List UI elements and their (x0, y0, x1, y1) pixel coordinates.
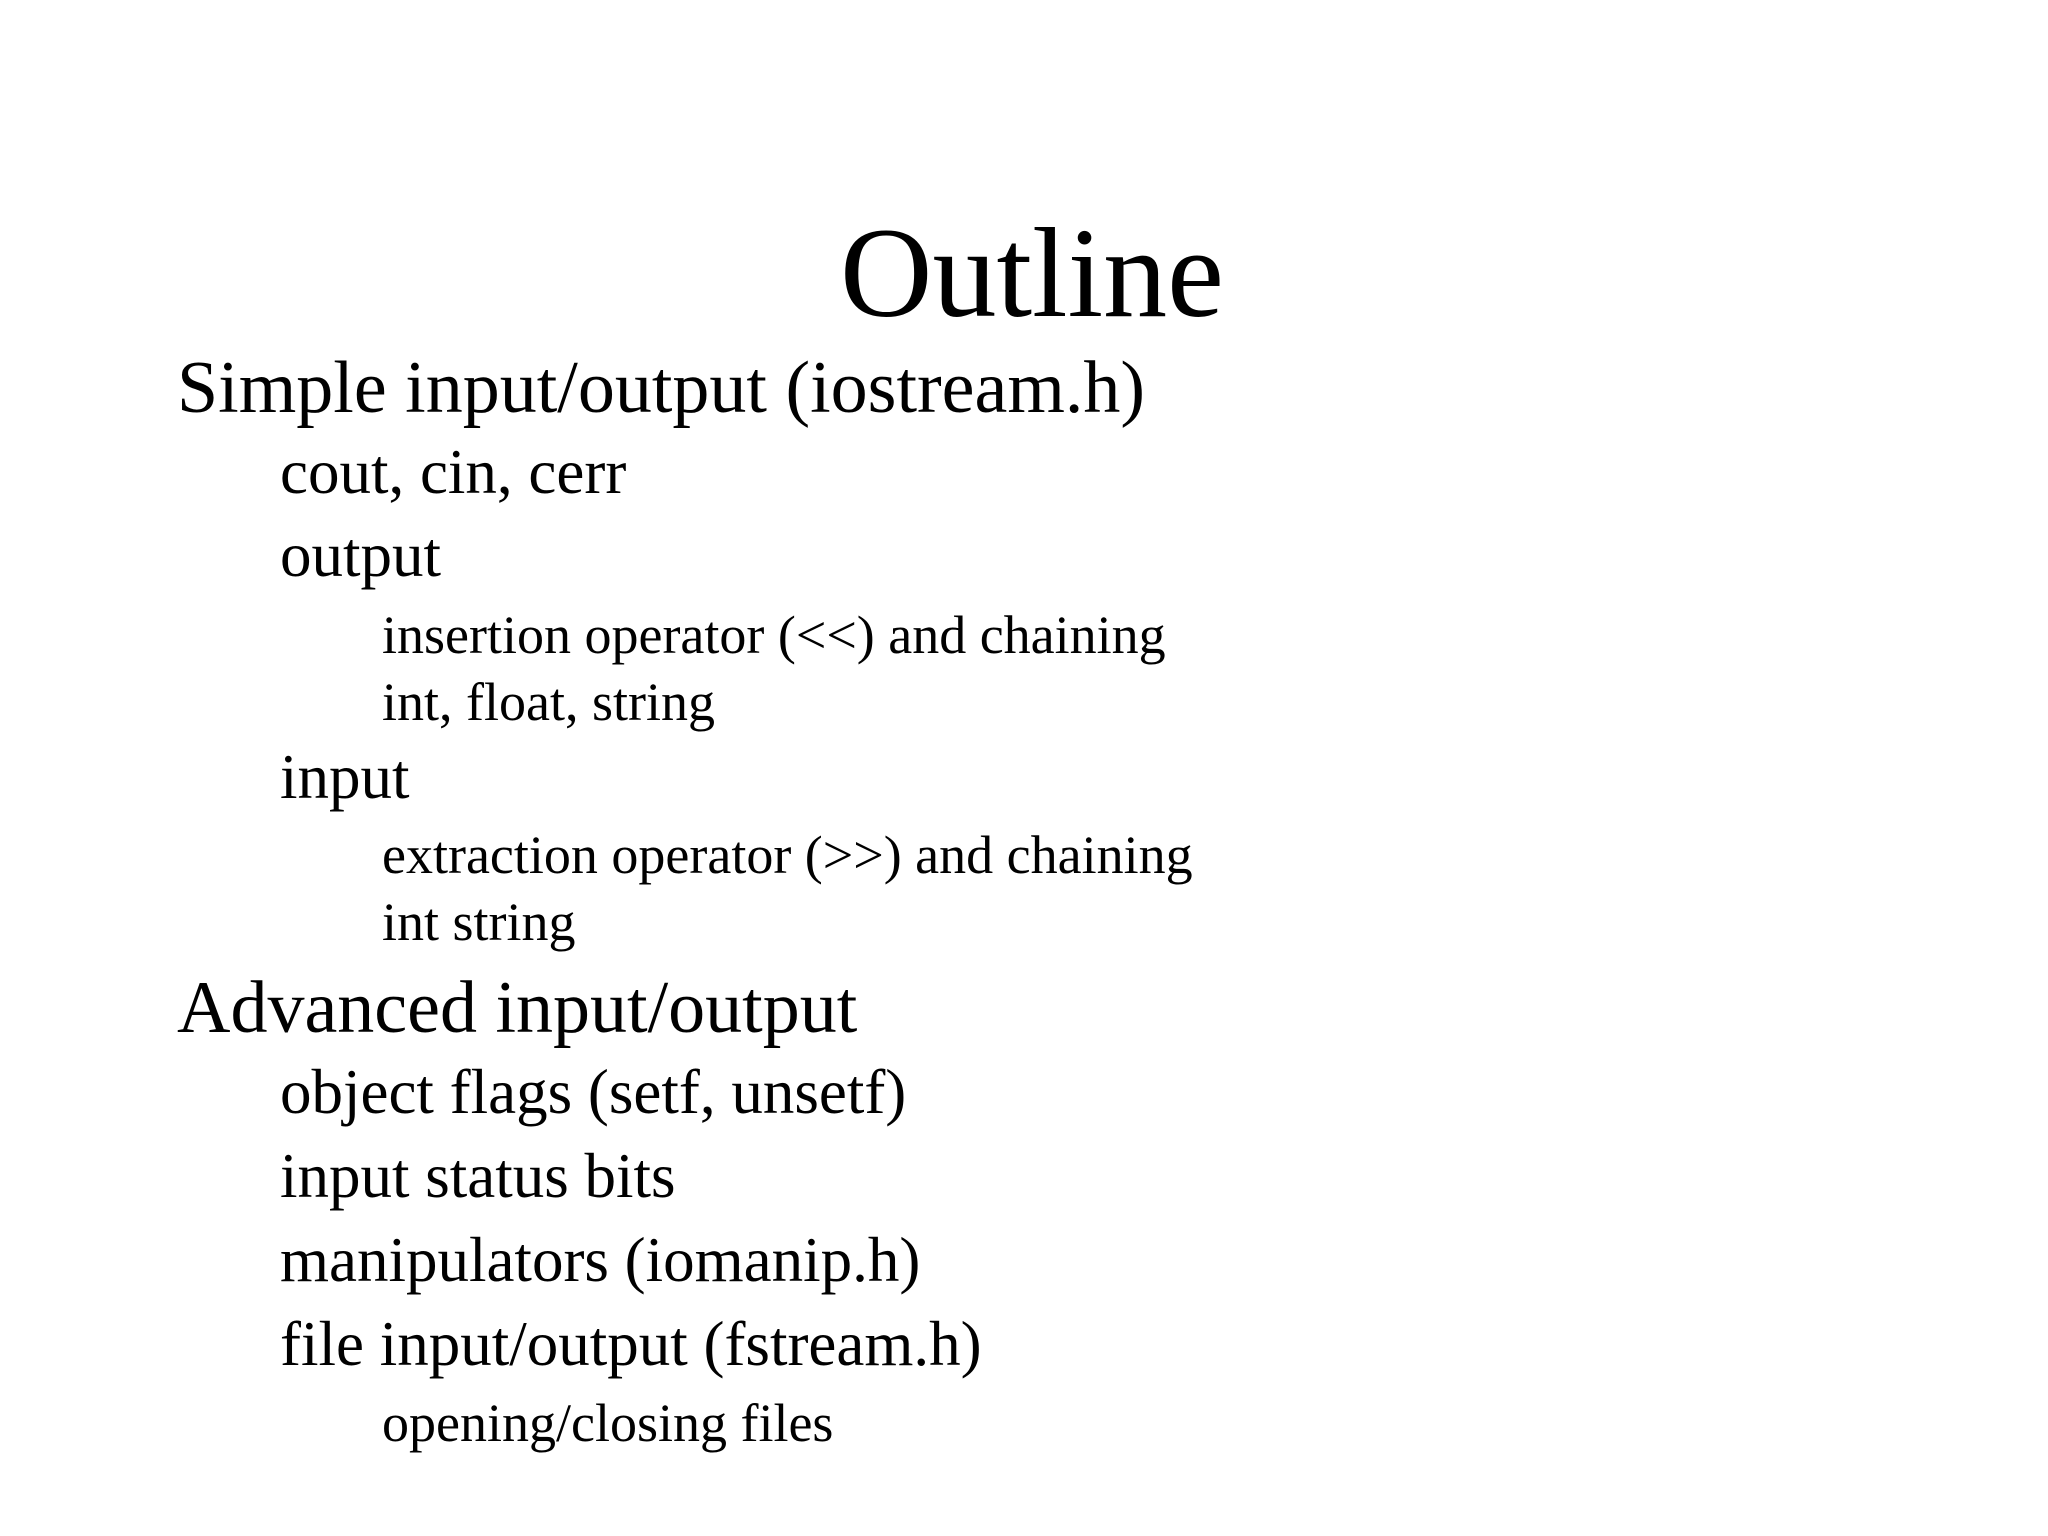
outline-item-output: output (280, 520, 442, 590)
outline-item-input: input (280, 742, 410, 812)
outline-item-object-flags: object flags (setf, unsetf) (280, 1057, 907, 1127)
outline-item-int-string: int string (382, 892, 576, 952)
outline-item-cout-cin-cerr: cout, cin, cerr (280, 437, 627, 507)
outline-item-insertion-operator: insertion operator (<<) and chaining (382, 605, 1166, 665)
outline-item-input-status-bits: input status bits (280, 1141, 676, 1211)
outline-item-simple-io: Simple input/output (iostream.h) (177, 347, 1146, 429)
outline-item-file-io: file input/output (fstream.h) (280, 1309, 982, 1379)
slide-title: Outline (840, 202, 1224, 344)
outline-item-opening-closing-files: opening/closing files (382, 1393, 834, 1453)
outline-item-extraction-operator: extraction operator (>>) and chaining (382, 825, 1193, 885)
outline-item-int-float-string: int, float, string (382, 672, 715, 732)
outline-item-manipulators: manipulators (iomanip.h) (280, 1225, 921, 1295)
outline-item-advanced-io: Advanced input/output (177, 967, 858, 1049)
